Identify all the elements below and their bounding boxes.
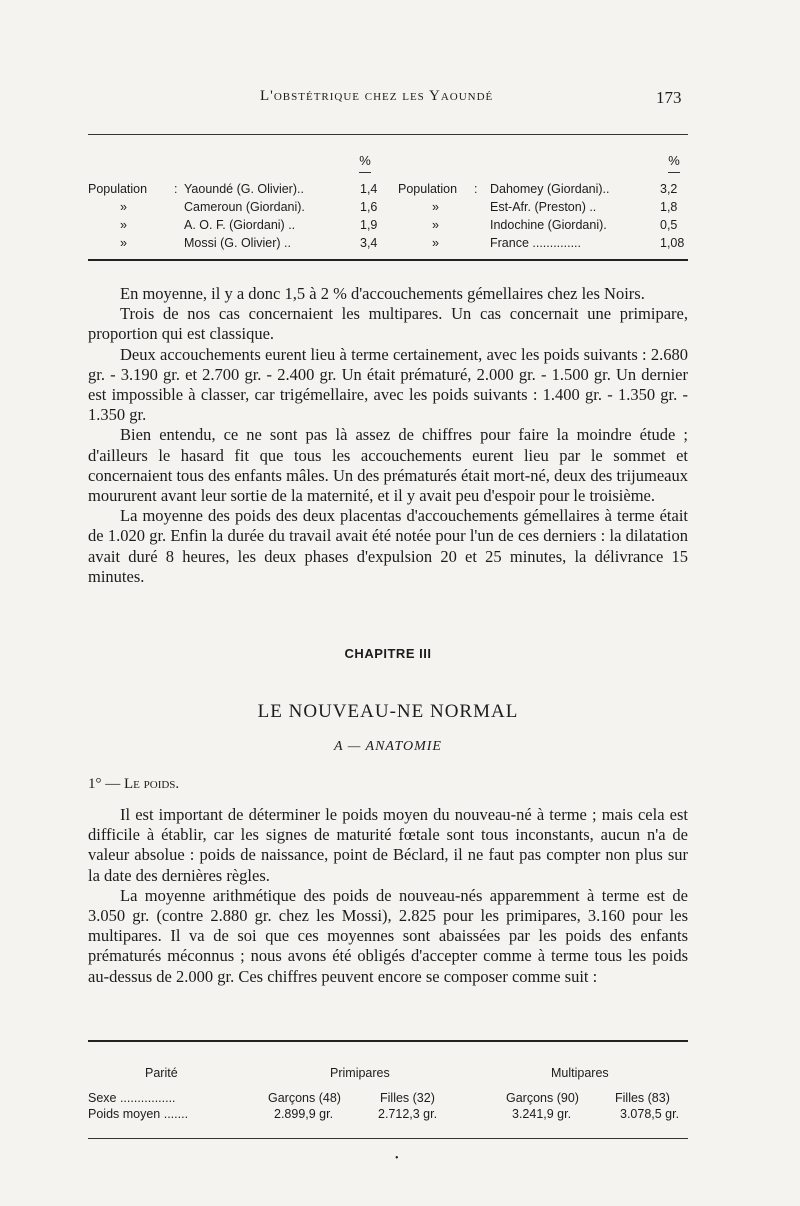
paragraph: Il est important de déterminer le poids moyen du nouveau-né à terme ; mais cela est difficile à établir, car les signes de maturité fœtale sont tous inconstants, aucun n'a de valeur absolue : poids de naissance, point de Béclard, il ne faut pas compter non plus sur la date des dernières règles.	[88, 805, 688, 885]
table-row: » Cameroun (Giordani). 1,6	[120, 200, 378, 214]
table-row: Population : Dahomey (Giordani).. 3,2	[398, 182, 678, 196]
cell-prim-girls-weight: 2.712,3 gr.	[378, 1107, 438, 1121]
table-row: » Est-Afr. (Preston) .. 1,8	[432, 200, 678, 214]
cell-prim-boys: Garçons (48)	[268, 1091, 341, 1105]
row-label-sex: Sexe ................	[88, 1091, 176, 1105]
twin-rates-table-right	[398, 180, 690, 252]
footer-mark: •	[395, 1153, 399, 1164]
column-header-multipares: Multipares	[551, 1066, 609, 1080]
cell-prim-boys-weight: 2.899,9 gr.	[274, 1107, 334, 1121]
table-row: » France .............. 1,08	[432, 236, 685, 250]
percent-header-right: %	[664, 153, 684, 173]
cell-prim-girls: Filles (32)	[380, 1091, 435, 1105]
row-label-weight: Poids moyen .......	[88, 1107, 189, 1121]
body-text-top	[88, 284, 688, 587]
table-row: » Mossi (G. Olivier) .. 3,4	[120, 236, 378, 250]
section-title: LE NOUVEAU-NE NORMAL	[257, 701, 519, 722]
table-top-rule	[88, 134, 688, 135]
paragraph: Trois de nos cas concernaient les multipares. Un cas concernait une primipare, proportion qui est classique.	[88, 304, 688, 344]
running-title: L'obstétrique chez les Yaoundé	[260, 88, 494, 104]
subsection-title: A — ANATOMIE	[334, 739, 442, 754]
table-row: » A. O. F. (Giordani) .. 1,9	[120, 218, 378, 232]
cell-mult-girls-weight: 3.078,5 gr.	[620, 1107, 680, 1121]
table-bottom-rule	[88, 259, 688, 261]
paragraph: Deux accouchements eurent lieu à terme certainement, avec les poids suivants : 2.680 gr. - 3.190 gr. et 2.700 gr. - 2.400 gr. Un était prématuré, 2.000 gr. - 1.500 gr. Un dernier est impossible à classer, car trigémellaire, avec les poids suivants : 1.400 gr. - 1.350 gr. - 1.350 gr.	[88, 344, 688, 425]
cell-mult-girls: Filles (83)	[615, 1091, 670, 1105]
page-number: 173	[656, 88, 682, 107]
weights-table	[88, 1058, 688, 1126]
paragraph: Bien entendu, ce ne sont pas là assez de chiffres pour faire la moindre étude ; d'ailleurs le hasard fit que tous les accouchements eurent lieu par le sommet et concernaient tous des enfants mâles. Un des prématurés était mort-né, deux des trijumeaux moururent avant leur sortie de la maternité, et il y avait peu d'espoir pour le troisième.	[88, 425, 688, 506]
paragraph: En moyenne, il y a donc 1,5 à 2 % d'accouchements gémellaires chez les Noirs.	[120, 284, 645, 303]
twin-rates-table-left	[88, 180, 386, 252]
percent-header-left: %	[355, 153, 375, 173]
column-header-parity: Parité	[145, 1066, 178, 1080]
table-row: » Indochine (Giordani). 0,5	[432, 218, 678, 232]
body-text-bottom	[88, 805, 688, 987]
chapter-label: CHAPITRE III	[344, 646, 432, 661]
cell-mult-boys: Garçons (90)	[506, 1091, 579, 1105]
weights-table-top-rule	[88, 1040, 688, 1042]
paragraph: La moyenne arithmétique des poids de nouveau-nés apparemment à terme est de 3.050 gr. (contre 2.880 gr. chez les Mossi), 2.825 pour les primipares, 3.160 pour les multipares. Il va de soi que ces moyennes sont abaissées par les poids des enfants prématurés méconnus ; nous avons été obligés d'accepter comme à terme tous les poids au-dessus de 2.000 gr. Ces chiffres peuvent encore se composer comme suit :	[88, 885, 688, 986]
column-header-primipares: Primipares	[330, 1066, 390, 1080]
table-row: Population : Yaoundé (G. Olivier).. 1,4	[88, 182, 378, 196]
item-title: 1° — Le poids.	[88, 776, 180, 792]
weights-table-bottom-rule	[88, 1138, 688, 1139]
page-header	[0, 88, 800, 112]
cell-mult-boys-weight: 3.241,9 gr.	[512, 1107, 572, 1121]
paragraph: La moyenne des poids des deux placentas d'accouchements gémellaires à terme était de 1.020 gr. Enfin la durée du travail avait été notée pour l'un de ces derniers : la dilatation avait duré 8 heures, les deux phases d'expulsion 20 et 25 minutes, la délivrance 15 minutes.	[88, 506, 688, 586]
